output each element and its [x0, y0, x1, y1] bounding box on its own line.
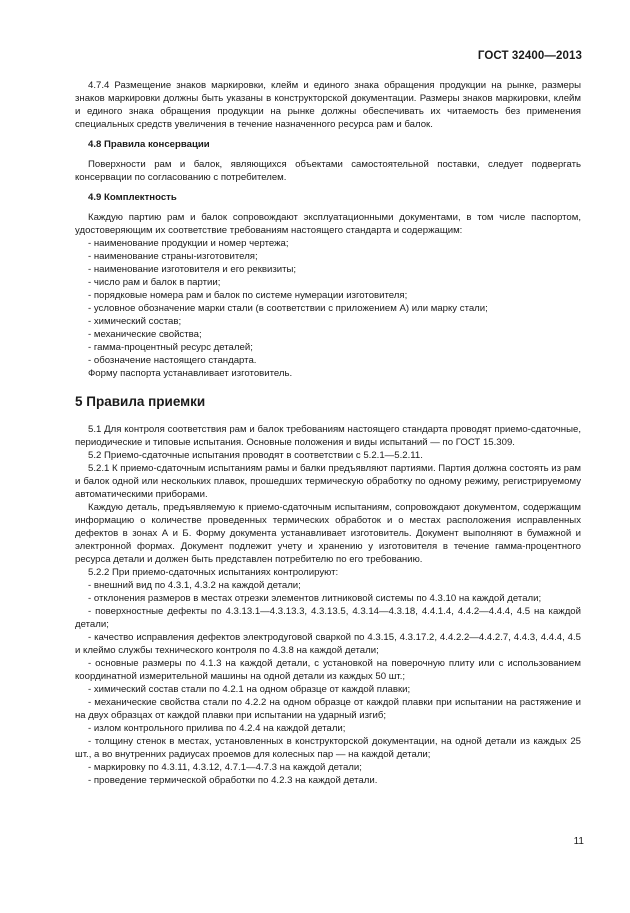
list-item: - качество исправления дефектов электродуговой сваркой по 4.3.15, 4.3.17.2, 4.4.2.2—4.4.2.7, 4.4.3, 4.4.4, 4.5 и клеймо службы технического контроля по 4.3.8 на каждой детали;	[75, 632, 581, 656]
list-item: - маркировку по 4.3.11, 4.3.12, 4.7.1—4.7.3 на каждой детали;	[88, 762, 362, 773]
list-item: - толщину стенок в местах, установленных в конструкторской документации, на одной детали из каждых 25 шт., а во внутренних радиусах проемов для колесных пар — на каждой детали;	[75, 736, 581, 760]
paragraph-5-2-1-document: Каждую деталь, предъявляемую к приемо-сдаточным испытаниям, сопровождают документом, содержащим информацию о количестве проведенных термических обработок и о местах расположения исправленных дефектов в зонах А и Б. Форму документа устанавливает изготовитель. Документ выполняют в бумажной и электронной формах. Документ подлежит учету и хранению у изготовителя в течение гамма-процентного ресурса детали и должен быть представлен потребителю по его требованию.	[75, 502, 581, 565]
document-body	[75, 79, 581, 787]
paragraph-4-9-intro: Каждую партию рам и балок сопровождают эксплуатационными документами, в том числе паспортом, удостоверяющим их соответствие требованиям настоящего стандарта и содержащим:	[75, 212, 581, 236]
list-item: - обозначение настоящего стандарта.	[88, 355, 257, 366]
list-item: - число рам и балок в партии;	[88, 277, 221, 288]
section-heading-4-9: 4.9 Комплектность	[88, 192, 177, 203]
paragraph-5-1: 5.1 Для контроля соответствия рам и балок требованиям настоящего стандарта проводят приемо-сдаточные, периодические и типовые испытания. Основные положения и виды испытаний — по ГОСТ 15.309.	[75, 424, 581, 448]
paragraph-5-2-2: 5.2.2 При приемо-сдаточных испытаниях контролируют:	[88, 567, 339, 578]
document-code: ГОСТ 32400—2013	[477, 50, 582, 62]
acceptance-control-list	[75, 579, 581, 787]
list-item: - механические свойства стали по 4.2.2 на одном образце от каждой плавки при испытании на растяжение и на двух образцах от каждой плавки при испытании на ударный изгиб;	[75, 697, 581, 721]
list-item: - химический состав стали по 4.2.1 на одном образце от каждой плавки;	[88, 684, 411, 695]
list-item: - гамма-процентный ресурс деталей;	[88, 342, 253, 353]
page-number: 11	[573, 836, 584, 847]
list-item: - внешний вид по 4.3.1, 4.3.2 на каждой детали;	[88, 580, 301, 591]
list-item: - механические свойства;	[88, 329, 202, 340]
section-heading-4-8: 4.8 Правила консервации	[88, 139, 210, 150]
paragraph-4-9-outro: Форму паспорта устанавливает изготовитель.	[88, 368, 293, 379]
list-item: - условное обозначение марки стали (в соответствии с приложением А) или марку стали;	[88, 303, 488, 314]
list-item: - порядковые номера рам и балок по системе нумерации изготовителя;	[88, 290, 408, 301]
section-heading-5: 5 Правила приемки	[75, 394, 206, 409]
paragraph-5-2-1: 5.2.1 К приемо-сдаточным испытаниям рамы и балки предъявляют партиями. Партия должна состоять из рам и балок одной или нескольких плавок, прошедших термическую обработку по одному режиму, регистрируемому автоматическими приборами.	[75, 463, 581, 500]
paragraph-4-7-4: 4.7.4 Размещение знаков маркировки, клейм и единого знака обращения продукции на рынке, размеры знаков маркировки должны быть указаны в конструкторской документации. Размеры знаков маркировки, клейм и единого знака обращения продукции на рынке должны обеспечивать их читаемость без применения специальных средств увеличения в течение назначенного ресурса рам и балок.	[75, 80, 581, 130]
list-item: - излом контрольного прилива по 4.2.4 на каждой детали;	[88, 723, 346, 734]
list-item: - наименование страны-изготовителя;	[88, 251, 258, 262]
paragraph-5-2: 5.2 Приемо-сдаточные испытания проводят в соответствии с 5.2.1—5.2.11.	[88, 450, 423, 461]
list-item: - поверхностные дефекты по 4.3.13.1—4.3.13.3, 4.3.13.5, 4.3.14—4.3.18, 4.4.1.4, 4.4.2—4.4.4, 4.5 на каждой детали;	[75, 606, 581, 630]
list-item: - отклонения размеров в местах отрезки элементов литниковой системы по 4.3.10 на каждой детали;	[88, 593, 542, 604]
passport-contents-list	[75, 237, 581, 367]
list-item: - наименование продукции и номер чертежа;	[88, 238, 289, 249]
paragraph-4-8: Поверхности рам и балок, являющихся объектами самостоятельной поставки, следует подвергать консервации по согласованию с потребителем.	[75, 159, 581, 183]
list-item: - основные размеры по 4.1.3 на каждой детали, с установкой на поверочную плиту или с использованием координатной измерительной машины на одной детали из каждых 50 шт.;	[75, 658, 581, 682]
list-item: - наименование изготовителя и его реквизиты;	[88, 264, 297, 275]
list-item: - химический состав;	[88, 316, 182, 327]
list-item: - проведение термической обработки по 4.2.3 на каждой детали.	[88, 775, 378, 786]
